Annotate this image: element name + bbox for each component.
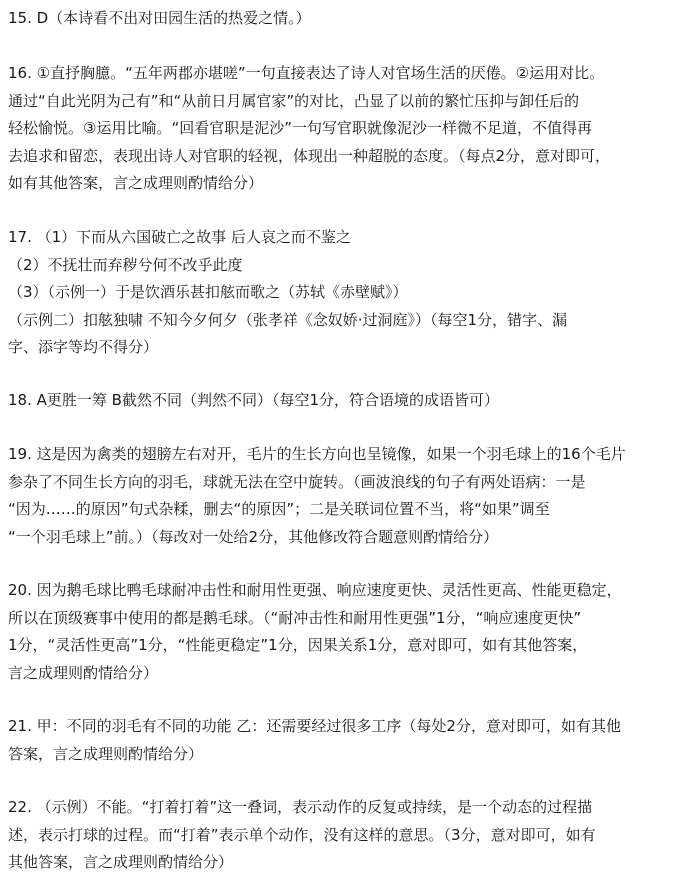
answer-line: 19. 这是因为禽类的翅膀左右对开，毛片的生长方向也呈镜像，如果一个羽毛球上的16个毛片 <box>8 445 626 463</box>
answer-line: （3）（示例一）于是饮酒乐甚扣舷而歌之（苏轼《赤壁赋》） <box>8 283 408 301</box>
answer-line: （示例二）扣舷独啸 不知今夕何夕（张孝祥《念奴娇·过洞庭》）（每空1分，错字、漏 <box>8 310 568 329</box>
answer-line: 答案，言之成理则酌情给分） <box>8 744 204 763</box>
answer-line: 22. （示例）不能。“打着打着”这一叠词，表示动作的反复或持续，是一个动态的过程描 <box>8 798 593 816</box>
answer-15 <box>8 5 676 33</box>
answer-20 <box>8 577 676 687</box>
answer-line: 其他答案，言之成理则酌情给分） <box>8 853 234 871</box>
answer-line: 18. A更胜一筹 B截然不同（判然不同）（每空1分，符合语境的成语皆可） <box>8 391 499 409</box>
answer-line: （2）不抚壮而弃秽兮何不改乎此度 <box>8 255 243 274</box>
answer-line: 去追求和留恋，表现出诗人对官职的轻视，体现出一种超脱的态度。（每点2分，意对即可， <box>8 146 611 165</box>
answer-18 <box>8 387 676 415</box>
answer-line: 参杂了不同生长方向的羽毛，球就无法在空中旋转。（画波浪线的句子有两处语病：一是 <box>8 472 586 491</box>
answer-line: 15. D（本诗看不出对田园生活的热爱之情。） <box>8 9 311 27</box>
answer-line: 21. 甲：不同的羽毛有不同的功能 乙：还需要经过很多工序（每处2分，意对即可，如有其他 <box>8 717 621 735</box>
answer-19 <box>8 441 676 551</box>
answer-16 <box>8 60 676 198</box>
answer-line: 16. ①直抒胸臆。“五年两郡亦堪嗟”一句直接表达了诗人对官场生活的厌倦。②运用对比。 <box>8 64 605 82</box>
answer-17 <box>8 224 676 362</box>
answer-21 <box>8 713 676 768</box>
answer-line: 所以在顶级赛事中使用的都是鹅毛球。（“耐冲击性和耐用性更强”1分，“响应速度更快” <box>8 608 582 627</box>
answer-line: 1分，“灵活性更高”1分，“性能更稳定”1分，因果关系1分，意对即可，如有其他答案， <box>8 636 588 654</box>
answer-line: 轻松愉悦。③运用比喻。“回看官职是泥沙”一句写官职就像泥沙一样微不足道，不值得再 <box>8 119 592 137</box>
answer-line: 通过“自此光阴为己有”和“从前日月属官家”的对比，凸显了以前的繁忙压抑与卸任后的 <box>8 91 580 110</box>
answer-line: 20. 因为鹅毛球比鸭毛球耐冲击性和耐用性更强、响应速度更快、灵活性更高、性能更稳定， <box>8 581 622 599</box>
answer-line: 述，表示打球的过程。而“打着”表示单个动作，没有这样的意思。（3分，意对即可，如有 <box>8 825 596 844</box>
answer-line: “一个羽毛球上”前。）（每改对一处给2分，其他修改符合题意则酌情给分） <box>8 527 499 546</box>
answer-line: “因为……的原因”句式杂糅，删去“的原因”；二是关联词位置不当，将“如果”调至 <box>8 500 550 518</box>
answer-line: 如有其他答案，言之成理则酌情给分） <box>8 174 264 192</box>
answer-line: 字、添字等均不得分） <box>8 338 159 356</box>
answer-22 <box>8 794 676 877</box>
answer-line: 言之成理则酌情给分） <box>8 663 159 682</box>
answer-line: 17. （1）下而从六国破亡之故事 后人哀之而不鉴之 <box>8 228 351 246</box>
